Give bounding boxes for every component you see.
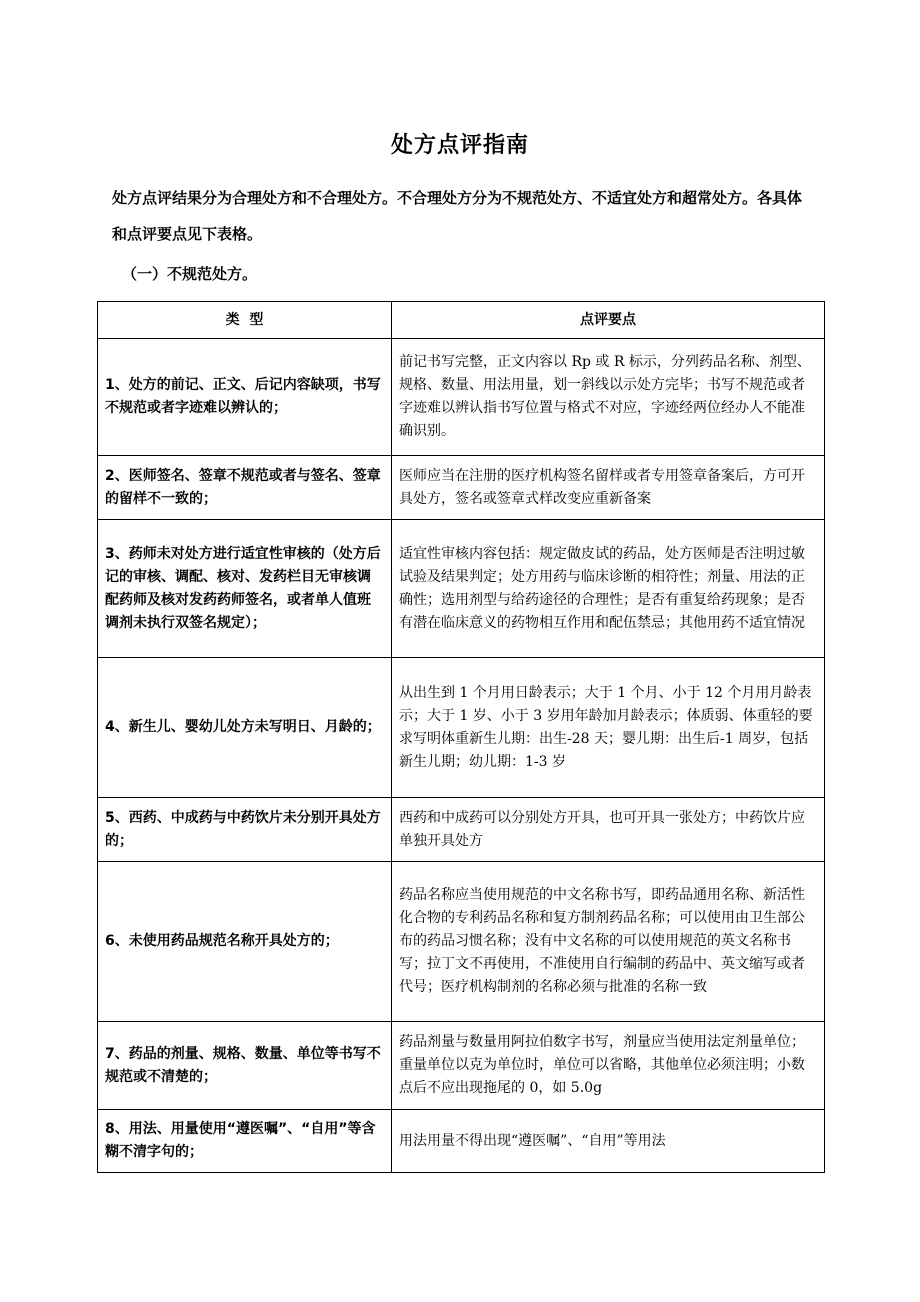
row-type-cell: 3、药师未对处方进行适宜性审核的（处方后记的审核、调配、核对、发药栏目无审核调配药师及核对发药药师签名，或者单人值班调剂未执行双签名规定）； [98, 520, 392, 658]
header-review-points: 点评要点 [392, 302, 825, 339]
table-header-row [98, 302, 825, 339]
row-point-cell: 适宜性审核内容包括：规定做皮试的药品，处方医师是否注明过敏试验及结果判定；处方用药与临床诊断的相符性；剂量、用法的正确性；选用剂型与给药途径的合理性；是否有重复给药现象；是否有潜在临床意义的药物相互作用和配伍禁忌；其他用药不适宜情况 [392, 520, 825, 658]
row-type-cell: 8、用法、用量使用“遵医嘱”、“自用”等含糊不清字句的； [98, 1110, 392, 1173]
table-row [98, 1022, 825, 1110]
row-type-cell: 2、医师签名、签章不规范或者与签名、签章的留样不一致的； [98, 456, 392, 520]
row-point-cell: 药品名称应当使用规范的中文名称书写，即药品通用名称、新活性化合物的专利药品名称和复方制剂药品名称；可以使用由卫生部公布的药品习惯名称；没有中文名称的可以使用规范的英文名称书写；拉丁文不再使用，不准使用自行编制的药品中、英文缩写或者代号；医疗机构制剂的名称必须与批准的名称一致 [392, 862, 825, 1022]
row-type-cell: 7、药品的剂量、规格、数量、单位等书写不规范或不清楚的； [98, 1022, 392, 1110]
row-type-cell: 5、西药、中成药与中药饮片未分别开具处方的； [98, 798, 392, 862]
table-row [98, 520, 825, 658]
table-row [98, 658, 825, 798]
table-row [98, 339, 825, 456]
row-type-cell: 1、处方的前记、正文、后记内容缺项，书写不规范或者字迹难以辨认的； [98, 339, 392, 456]
row-type-cell: 6、未使用药品规范名称开具处方的； [98, 862, 392, 1022]
review-table [97, 301, 825, 1173]
row-point-cell: 前记书写完整，正文内容以 Rp 或 R 标示，分列药品名称、剂型、规格、数量、用法用量，划一斜线以示处方完毕；书写不规范或者字迹难以辨认指书写位置与格式不对应，字迹经两位经办人不能准确识别。 [392, 339, 825, 456]
row-point-cell: 医师应当在注册的医疗机构签名留样或者专用签章备案后，方可开具处方，签名或签章式样改变应重新备案 [392, 456, 825, 520]
table-row [98, 1110, 825, 1173]
row-point-cell: 用法用量不得出现“遵医嘱”、“自用”等用法 [392, 1110, 825, 1173]
page-title: 处方点评指南 [390, 133, 529, 158]
table-row [98, 798, 825, 862]
row-type-cell: 4、新生儿、婴幼儿处方未写明日、月龄的； [98, 658, 392, 798]
row-point-cell: 从出生到 1 个月用日龄表示；大于 1 个月、小于 12 个月用月龄表示；大于 1 岁、小于 3 岁用年龄加月龄表示；体质弱、体重轻的要求写明体重新生儿期：出生-28 天；婴儿期：出生后-1 周岁，包括新生儿期；幼儿期：1-3 岁 [392, 658, 825, 798]
header-type: 类 型 [98, 302, 392, 339]
row-point-cell: 药品剂量与数量用阿拉伯数字书写，剂量应当使用法定剂量单位；重量单位以克为单位时，单位可以省略，其他单位必须注明；小数点后不应出现拖尾的 0，如 5.0g [392, 1022, 825, 1110]
row-point-cell: 西药和中成药可以分别处方开具，也可开具一张处方；中药饮片应单独开具处方 [392, 798, 825, 862]
intro-paragraph: 处方点评结果分为合理处方和不合理处方。不合理处方分为不规范处方、不适宜处方和超常处方。各具体和点评要点见下表格。 [112, 189, 803, 243]
table-row [98, 456, 825, 520]
section-heading: （一）不规范处方。 [122, 265, 258, 283]
table-row [98, 862, 825, 1022]
